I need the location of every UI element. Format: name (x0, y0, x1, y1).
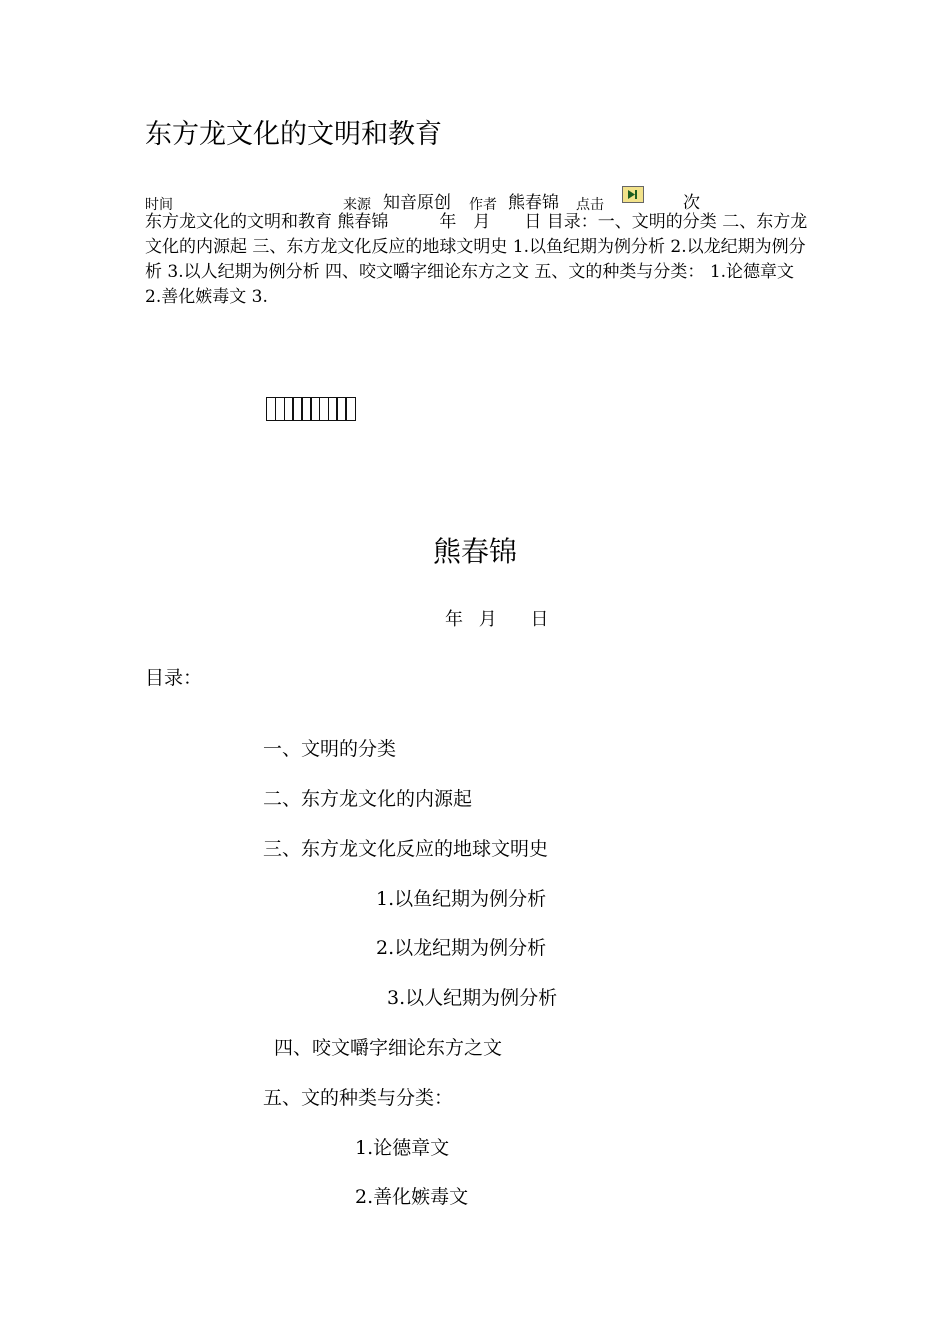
toc-heading: 目录： (145, 667, 203, 689)
author-value: 熊春锦 (508, 193, 559, 213)
toc-item: 四、咬文嚼字细论东方之文 (274, 1037, 503, 1059)
source-label: 来源 (343, 197, 371, 213)
author-name: 熊春锦 (432, 535, 517, 568)
page-title: 东方龙文化的文明和教育 (145, 119, 442, 150)
source-value: 知音原创 (383, 193, 451, 213)
toc-subitem: 3.以人纪期为例分析 (387, 987, 558, 1009)
summary-paragraph: 东方龙文化的文明和教育 熊春锦 年 月 日 目录：一、文明的分类 二、东方龙文化的内源起 三、东方龙文化反应的地球文明史 1.以鱼纪期为例分析 2.以龙纪期为例分析 3.以人纪期为例分析 四、咬文嚼字细论东方之文 五、文的种类与分类： 1.论德章文 2.善化嫉毒文 3. (145, 212, 808, 307)
hits-suffix: 次 (683, 193, 700, 213)
date-line: 年 月 日 (445, 609, 549, 630)
time-label: 时间 (145, 197, 173, 213)
arrow-icon (623, 187, 643, 202)
toc-item: 二、东方龙文化的内源起 (263, 788, 473, 810)
toc-item: 一、文明的分类 (263, 738, 397, 760)
hit-counter-icon (622, 186, 644, 203)
hits-label: 点击 (576, 197, 604, 213)
toc-subitem: 1.论德章文 (355, 1137, 450, 1159)
toc-subitem: 2.以龙纪期为例分析 (376, 937, 547, 959)
toc-item: 五、文的种类与分类： (263, 1087, 454, 1109)
toc-subitem: 2.善化嫉毒文 (355, 1186, 469, 1208)
missing-glyph-boxes (266, 397, 354, 421)
toc-item: 三、东方龙文化反应的地球文明史 (263, 838, 549, 860)
toc-subitem: 1.以鱼纪期为例分析 (376, 888, 547, 910)
author-label: 作者 (469, 197, 497, 213)
